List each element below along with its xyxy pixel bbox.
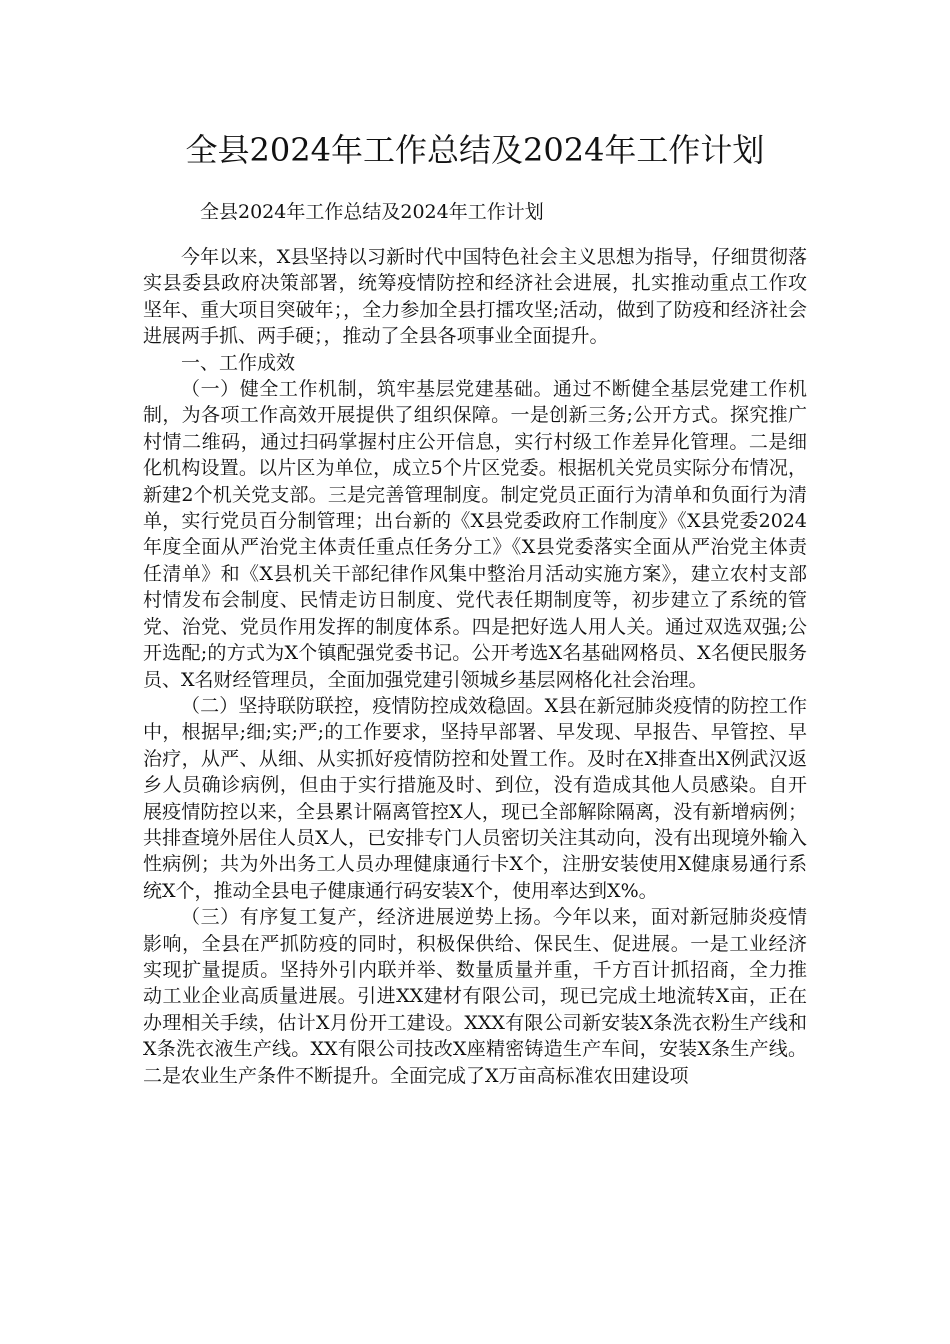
paragraph-epidemic-control: （二）坚持联防联控，疫情防控成效稳固。X县在新冠肺炎疫情的防控工作中，根据早;细;实;严;的工作要求，坚持早部署、早发现、早报告、早管控、早治疗，从严、从细、从实抓好疫情防控和处置工作。及时在X排查出X例武汉返乡人员确诊病例，但由于实行措施及时、到位，没有造成其他人员感染。自开展疫情防控以来，全县累计隔离管控X人，现已全部解除隔离，没有新增病例；共排查境外居住人员X人，已安排专门人员密切关注其动向，没有出现境外输入性病例；共为外出务工人员办理健康通行卡X个，注册安装使用X健康易通行系统X个，推动全县电子健康通行码安装X个，使用率达到X%。: [143, 694, 807, 902]
paragraph-economic-recovery: （三）有序复工复产，经济进展逆势上扬。今年以来，面对新冠肺炎疫情影响，全县在严抓防疫的同时，积极保供给、保民生、促进展。一是工业经济实现扩量提质。坚持外引内联并举、数量质量并重，千方百计抓招商，全力推动工业企业高质量进展。引进XX建材有限公司，现已完成土地流转X亩，正在办理相关手续，估计X月份开工建设。XXX有限公司新安装X条洗衣粉生产线和X条洗衣液生产线。XX有限公司技改X座精密铸造生产车间，安装X条生产线。二是农业生产条件不断提升。全面完成了X万亩高标准农田建设项: [143, 906, 807, 1087]
document-title: 全县2024年工作总结及2024年工作计划: [185, 131, 765, 169]
section-heading-achievements: 一、工作成效: [181, 351, 296, 374]
intro-paragraph: 今年以来，X县坚持以习新时代中国特色社会主义思想为指导，仔细贯彻落实县委县政府决策部署，统筹疫情防控和经济社会进展，扎实推动重点工作攻坚年、重大项目突破年；，全力参加全县打擂攻坚;活动，做到了防疫和经济社会进展两手抓、两手硬；，推动了全县各项事业全面提升。: [143, 246, 807, 348]
paragraph-party-building: （一）健全工作机制，筑牢基层党建基础。通过不断健全基层党建工作机制，为各项工作高效开展提供了组织保障。一是创新三务;公开方式。探究推广村情二维码，通过扫码掌握村庄公开信息，实行村级工作差异化管理。二是细化机构设置。以片区为单位，成立5个片区党委。根据机关党员实际分布情况，新建2个机关党支部。三是完善管理制度。制定党员正面行为清单和负面行为清单，实行党员百分制管理；出台新的《X县党委政府工作制度》《X县党委2024年度全面从严治党主体责任重点任务分工》《X县党委落实全面从严治党主体责任清单》和《X县机关干部纪律作风集中整治月活动实施方案》，建立农村支部村情发布会制度、民情走访日制度、党代表任期制度等，初步建立了系统的管党、治党、党员作用发挥的制度体系。四是把好选人用人关。通过双选双强;公开选配;的方式为X个镇配强党委书记。公开考选X名基础网格员、X名便民服务员、X名财经管理员，全面加强党建引领城乡基层网格化社会治理。: [143, 378, 807, 691]
document-body: [143, 244, 807, 1089]
document-subtitle: 全县2024年工作总结及2024年工作计划: [200, 201, 544, 223]
